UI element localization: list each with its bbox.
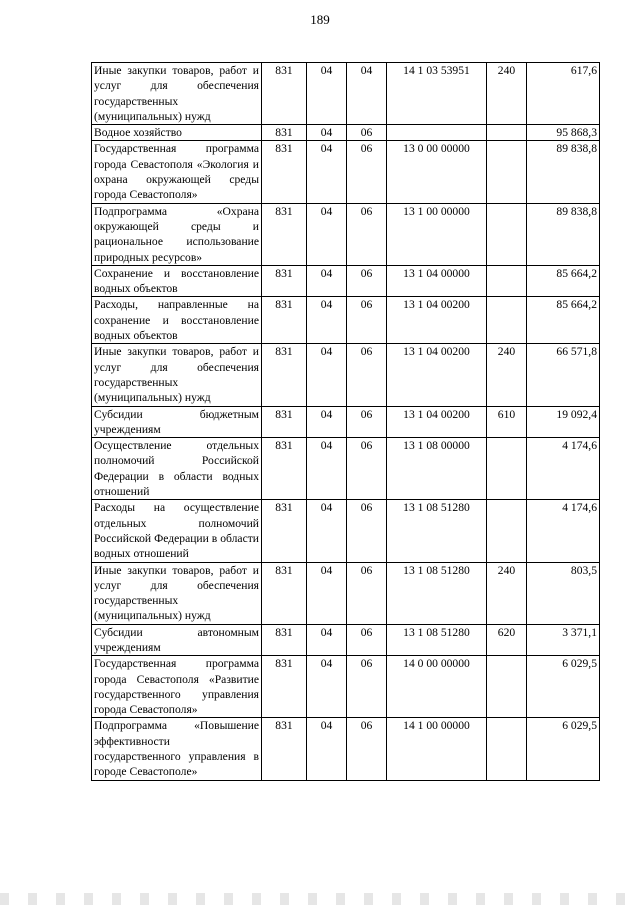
row-name: Иные закупки товаров, работ и услуг для обеспечения государственных (муниципальных) нужд [92, 63, 262, 125]
table-row [92, 718, 600, 780]
subsection-code: 06 [347, 718, 387, 780]
amount: 95 868,3 [527, 125, 600, 141]
amount: 85 664,2 [527, 265, 600, 297]
target-article-code [387, 125, 487, 141]
table-row [92, 125, 600, 141]
amount: 19 092,4 [527, 406, 600, 438]
target-article-code: 13 1 04 00200 [387, 406, 487, 438]
table-row [92, 562, 600, 624]
row-name: Подпрограмма «Охрана окружающей среды и рациональное использование природных ресурсов» [92, 203, 262, 265]
table-row [92, 203, 600, 265]
amount: 89 838,8 [527, 141, 600, 203]
ministry-code: 831 [262, 344, 307, 406]
section-code: 04 [307, 265, 347, 297]
section-code: 04 [307, 125, 347, 141]
expense-type-code: 240 [487, 63, 527, 125]
amount: 4 174,6 [527, 438, 600, 500]
budget-table [91, 62, 600, 781]
expense-type-code: 240 [487, 344, 527, 406]
amount: 803,5 [527, 562, 600, 624]
section-code: 04 [307, 500, 347, 562]
subsection-code: 06 [347, 344, 387, 406]
amount: 6 029,5 [527, 656, 600, 718]
subsection-code: 06 [347, 203, 387, 265]
ministry-code: 831 [262, 438, 307, 500]
expense-type-code: 240 [487, 562, 527, 624]
ministry-code: 831 [262, 63, 307, 125]
expense-type-code: 610 [487, 406, 527, 438]
section-code: 04 [307, 203, 347, 265]
subsection-code: 06 [347, 500, 387, 562]
expense-type-code [487, 265, 527, 297]
amount: 617,6 [527, 63, 600, 125]
section-code: 04 [307, 63, 347, 125]
page-number: 189 [310, 12, 330, 27]
ministry-code: 831 [262, 125, 307, 141]
table-row [92, 265, 600, 297]
target-article-code: 13 1 08 51280 [387, 500, 487, 562]
target-article-code: 13 1 04 00200 [387, 297, 487, 344]
subsection-code: 06 [347, 406, 387, 438]
subsection-code: 06 [347, 125, 387, 141]
row-name: Иные закупки товаров, работ и услуг для обеспечения государственных (муниципальных) нужд [92, 344, 262, 406]
subsection-code: 06 [347, 141, 387, 203]
section-code: 04 [307, 406, 347, 438]
target-article-code: 14 1 03 53951 [387, 63, 487, 125]
expense-type-code [487, 203, 527, 265]
subsection-code: 04 [347, 63, 387, 125]
amount: 66 571,8 [527, 344, 600, 406]
ministry-code: 831 [262, 297, 307, 344]
ministry-code: 831 [262, 718, 307, 780]
ministry-code: 831 [262, 265, 307, 297]
ministry-code: 831 [262, 500, 307, 562]
amount: 6 029,5 [527, 718, 600, 780]
table-row [92, 624, 600, 656]
row-name: Осуществление отдельных полномочий Российской Федерации в области водных отношений [92, 438, 262, 500]
table-row [92, 141, 600, 203]
subsection-code: 06 [347, 624, 387, 656]
target-article-code: 14 0 00 00000 [387, 656, 487, 718]
row-name: Государственная программа города Севастополя «Развитие государственного управления города Севастополя» [92, 656, 262, 718]
ministry-code: 831 [262, 656, 307, 718]
subsection-code: 06 [347, 297, 387, 344]
section-code: 04 [307, 141, 347, 203]
table-row [92, 63, 600, 125]
target-article-code: 13 1 08 00000 [387, 438, 487, 500]
table-row [92, 500, 600, 562]
ministry-code: 831 [262, 562, 307, 624]
target-article-code: 13 1 08 51280 [387, 624, 487, 656]
amount: 3 371,1 [527, 624, 600, 656]
section-code: 04 [307, 562, 347, 624]
section-code: 04 [307, 718, 347, 780]
expense-type-code [487, 125, 527, 141]
ministry-code: 831 [262, 203, 307, 265]
row-name: Расходы на осуществление отдельных полномочий Российской Федерации в области водных отношений [92, 500, 262, 562]
expense-type-code [487, 141, 527, 203]
target-article-code: 13 1 00 00000 [387, 203, 487, 265]
target-article-code: 14 1 00 00000 [387, 718, 487, 780]
row-name: Расходы, направленные на сохранение и восстановление водных объектов [92, 297, 262, 344]
table-row [92, 656, 600, 718]
target-article-code: 13 1 08 51280 [387, 562, 487, 624]
amount: 4 174,6 [527, 500, 600, 562]
expense-type-code [487, 438, 527, 500]
expense-type-code [487, 500, 527, 562]
table-row [92, 344, 600, 406]
ministry-code: 831 [262, 141, 307, 203]
target-article-code: 13 0 00 00000 [387, 141, 487, 203]
target-article-code: 13 1 04 00000 [387, 265, 487, 297]
section-code: 04 [307, 438, 347, 500]
table-row [92, 438, 600, 500]
expense-type-code [487, 297, 527, 344]
subsection-code: 06 [347, 438, 387, 500]
ministry-code: 831 [262, 624, 307, 656]
row-name: Субсидии автономным учреждениям [92, 624, 262, 656]
ministry-code: 831 [262, 406, 307, 438]
table-row [92, 406, 600, 438]
expense-type-code [487, 718, 527, 780]
section-code: 04 [307, 297, 347, 344]
row-name: Подпрограмма «Повышение эффективности государственного управления в городе Севастополе» [92, 718, 262, 780]
target-article-code: 13 1 04 00200 [387, 344, 487, 406]
scan-edge-artifact [0, 893, 640, 905]
section-code: 04 [307, 656, 347, 718]
table-row [92, 297, 600, 344]
expense-type-code: 620 [487, 624, 527, 656]
subsection-code: 06 [347, 265, 387, 297]
amount: 85 664,2 [527, 297, 600, 344]
subsection-code: 06 [347, 562, 387, 624]
amount: 89 838,8 [527, 203, 600, 265]
row-name: Сохранение и восстановление водных объектов [92, 265, 262, 297]
section-code: 04 [307, 624, 347, 656]
row-name: Иные закупки товаров, работ и услуг для обеспечения государственных (муниципальных) нужд [92, 562, 262, 624]
row-name: Субсидии бюджетным учреждениям [92, 406, 262, 438]
row-name: Водное хозяйство [92, 125, 262, 141]
subsection-code: 06 [347, 656, 387, 718]
expense-type-code [487, 656, 527, 718]
row-name: Государственная программа города Севастополя «Экология и охрана окружающей среды города Севастополя» [92, 141, 262, 203]
section-code: 04 [307, 344, 347, 406]
